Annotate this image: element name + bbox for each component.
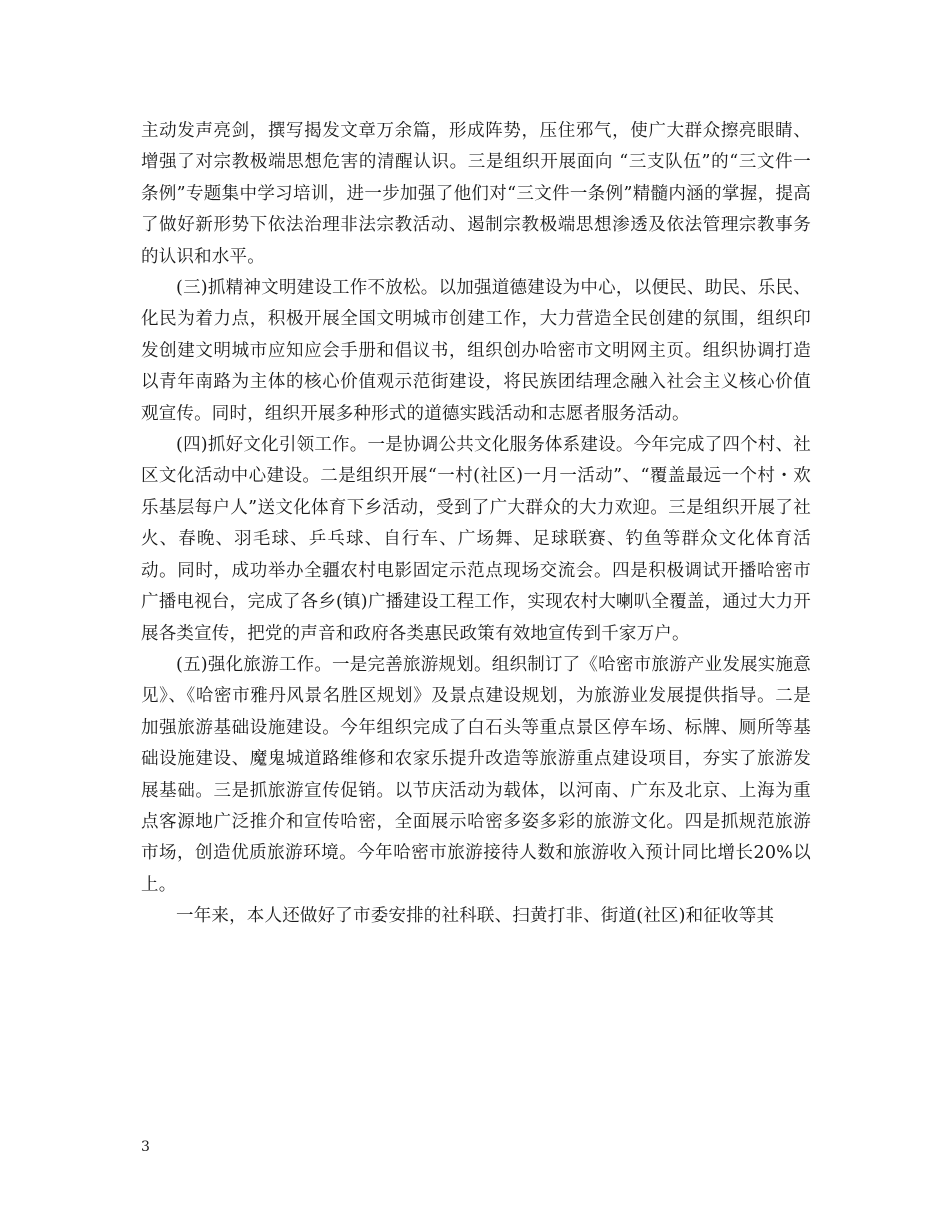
paragraph-4: (五)强化旅游工作。一是完善旅游规划。组织制订了《哈密市旅游产业发展实施意见》、《哈密市雅丹风景名胜区规划》及景点建设规划，为旅游业发展提供指导。二是加强旅游基础设施建设。今年组织完成了白石头等重点景区停车场、标牌、厕所等基础设施建设、魔鬼城道路维修和农家乐提升改造等旅游重点建设项目，夯实了旅游发展基础。三是抓旅游宣传促销。以节庆活动为载体，以河南、广东及北京、上海为重点客源地广泛推介和宣传哈密，全面展示哈密多姿多彩的旅游文化。四是抓规范旅游市场，创造优质旅游环境。今年哈密市旅游接待人数和旅游收入预计同比增长20%以上。 <box>141 654 811 895</box>
paragraph-3: (四)抓好文化引领工作。一是协调公共文化服务体系建设。今年完成了四个村、社区文化活动中心建设。二是组织开展“一村(社区)一月一活动”、“覆盖最远一个村・欢乐基层每户人”送文化体育下乡活动，受到了广大群众的大力欢迎。三是组织开展了社火、春晚、羽毛球、乒乓球、自行车、广场舞、足球联赛、钓鱼等群众文化体育活动。同时，成功举办全疆农村电影固定示范点现场交流会。四是积极调试开播哈密市广播电视台，完成了各乡(镇)广播建设工程工作，实现农村大喇叭全覆盖，通过大力开展各类宣传，把党的声音和政府各类惠民政策有效地宣传到千家万户。 <box>141 435 811 644</box>
paragraph-1: 主动发声亮剑，撰写揭发文章万余篇，形成阵势，压住邪气，使广大群众擦亮眼睛、增强了对宗教极端思想危害的清醒认识。三是组织开展面向 “三支队伍”的“三文件一条例”专题集中学习培训，进一步加强了他们对“三文件一条例”精髓内涵的掌握，提高了做好新形势下依法治理非法宗教活动、遏制宗教极端思想渗透及依法管理宗教事务的认识和水平。 <box>141 121 811 267</box>
page-number: 3 <box>141 1139 150 1155</box>
paragraph-5: 一年来，本人还做好了市委安排的社科联、扫黄打非、街道(社区)和征收等其 <box>176 906 775 927</box>
document-body <box>141 116 811 933</box>
paragraph-2: (三)抓精神文明建设工作不放松。以加强道德建设为中心，以便民、助民、乐民、化民为着力点，积极开展全国文明城市创建工作，大力营造全民创建的氛围，组织印发创建文明城市应知应会手册和倡议书，组织创办哈密市文明网主页。组织协调打造以青年南路为主体的核心价值观示范街建设，将民族团结理念融入社会主义核心价值观宣传。同时，组织开展多种形式的道德实践活动和志愿者服务活动。 <box>141 278 811 424</box>
